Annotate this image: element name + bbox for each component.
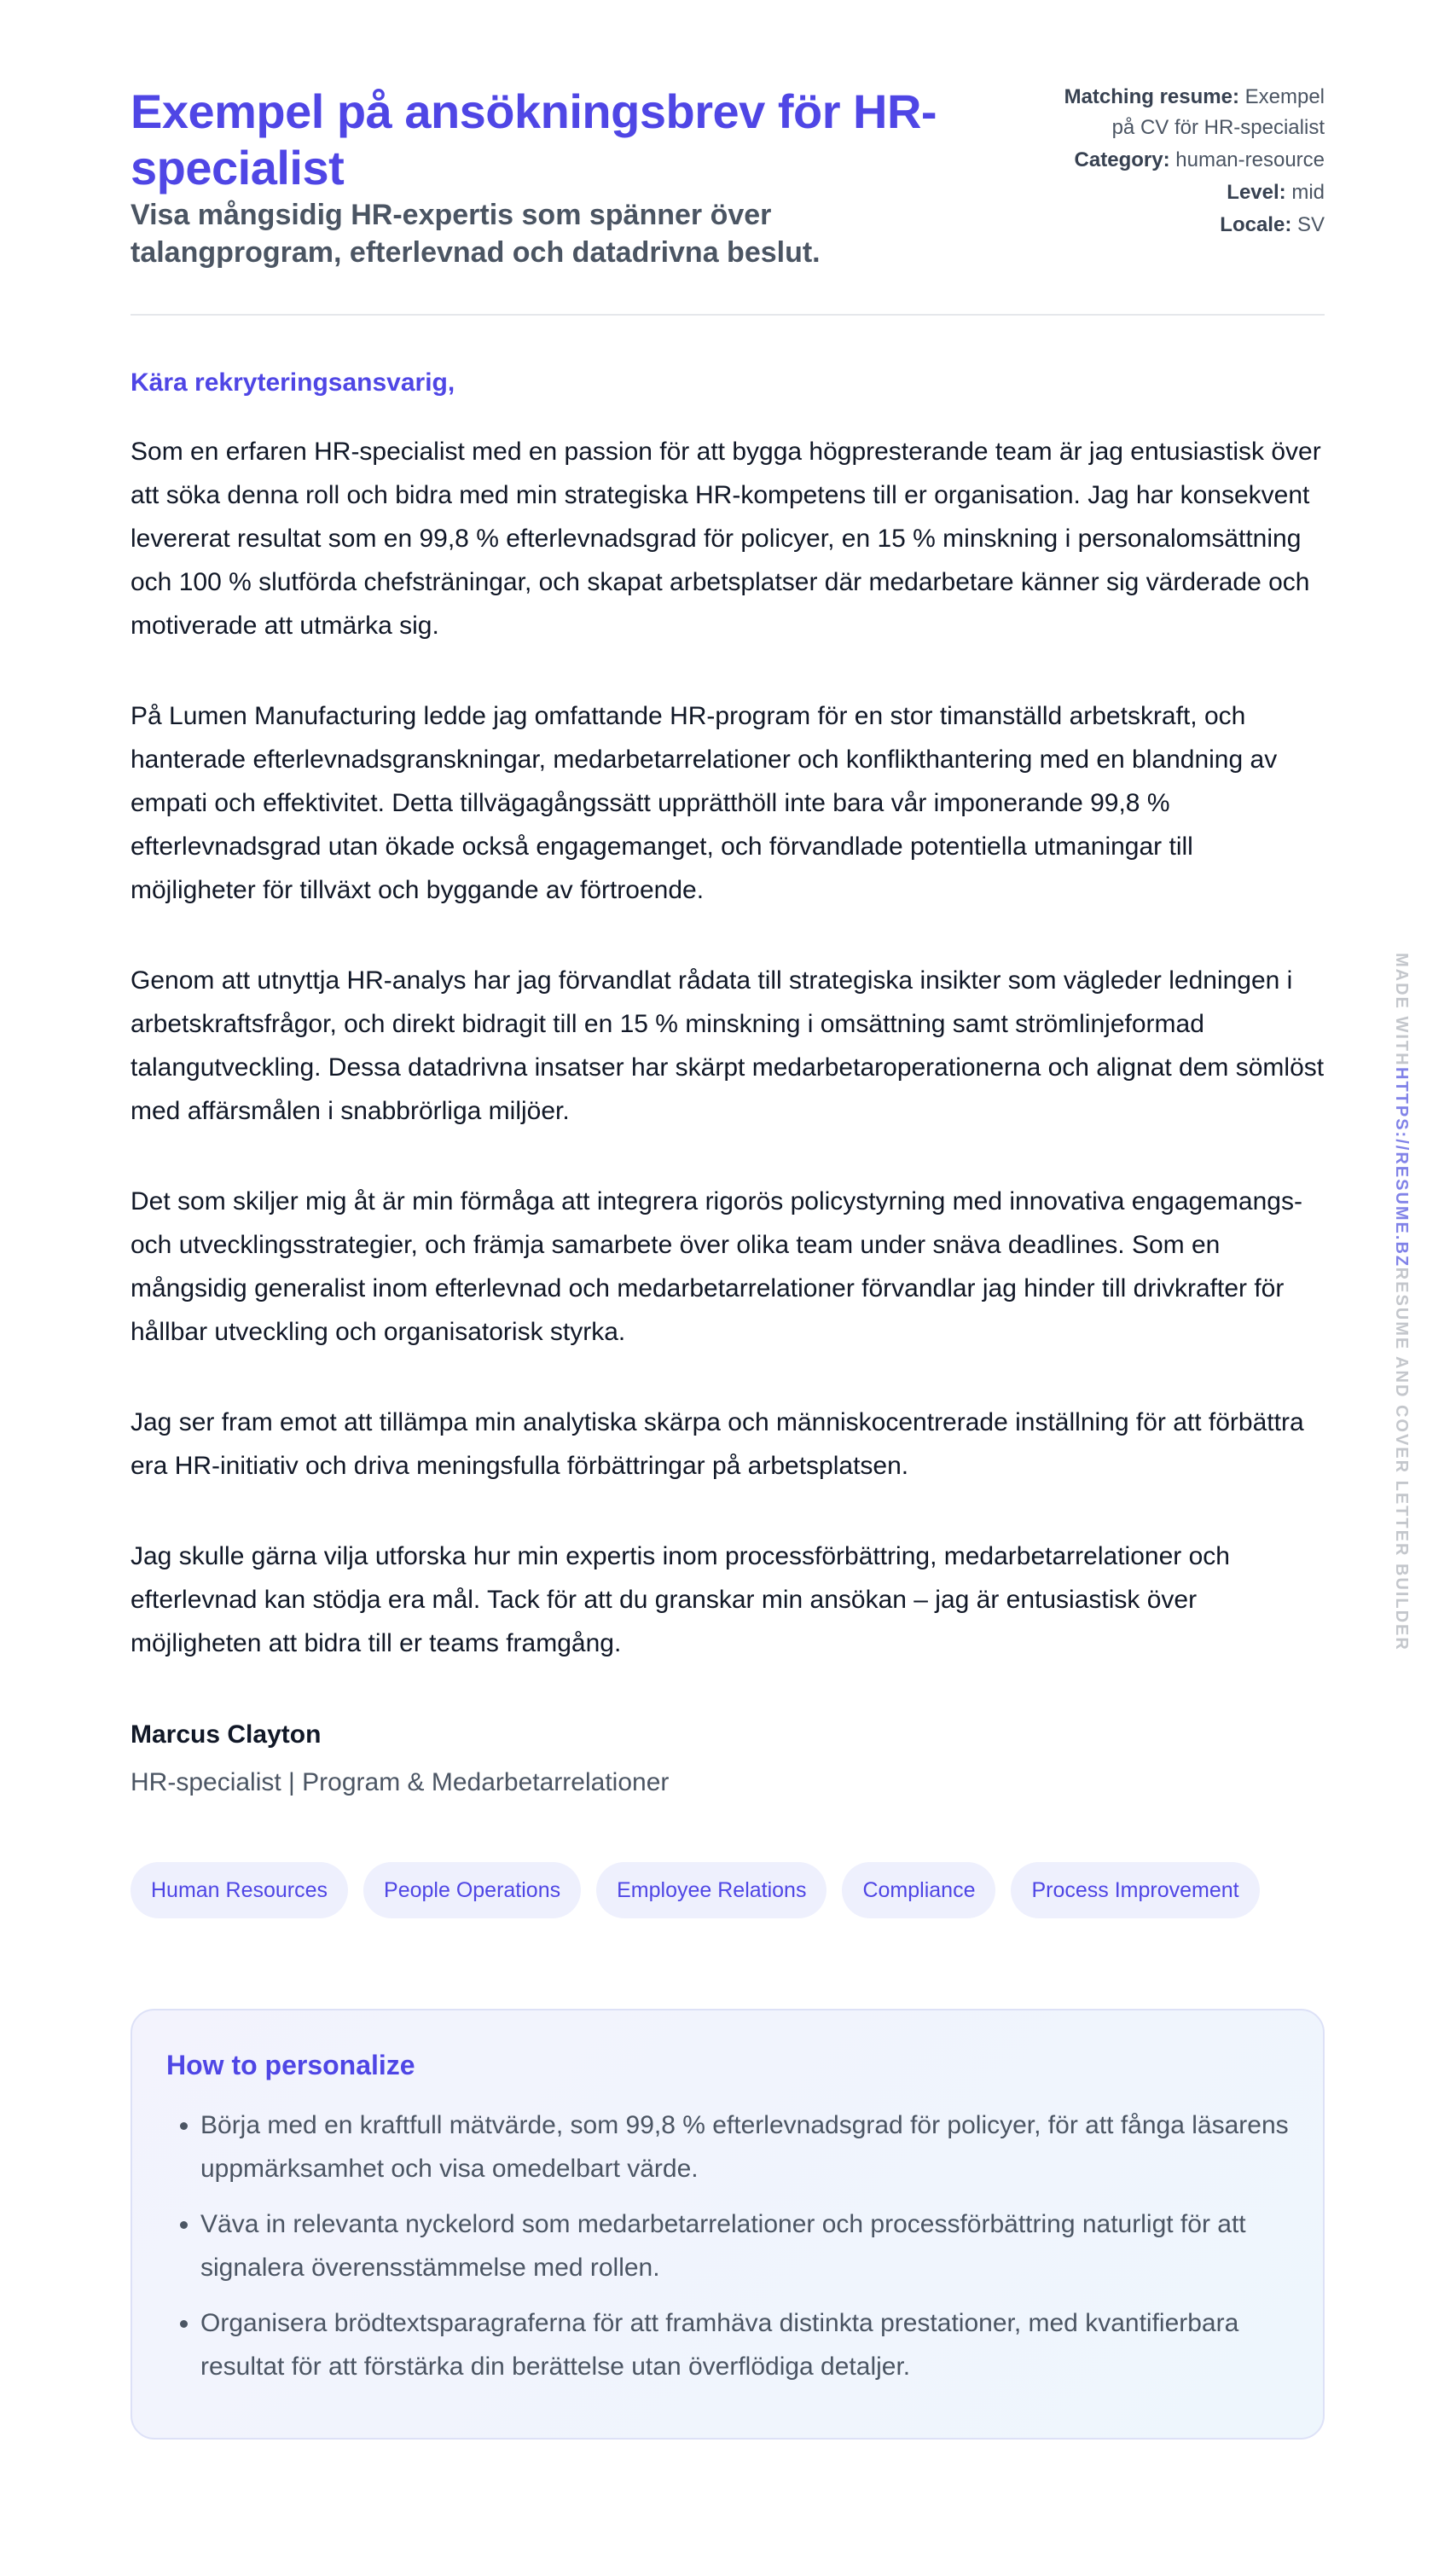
letter-paragraph: Som en erfaren HR-specialist med en passion för att bygga högpresterande team är jag entusiastisk över att söka denna roll och bidra med min strategiska HR-kompetens till er organisation. Jag har konsekvent levererat resultat som en 99,8 % efterlevnadsgrad för policyer, en 15 % minskning i personalomsättning och 100 % slutförda chefsträningar, och skapat arbetsplatser där medarbetare känner sig värderade och motiverade att utmärka sig. <box>130 438 1321 640</box>
meta-info <box>1043 82 1325 242</box>
letter-greeting: Kära rekryteringsansvarig, <box>130 368 455 397</box>
meta-value: Exempel på CV för HR-specialist <box>1111 85 1325 139</box>
personalize-list <box>166 2103 1289 2388</box>
meta-value: mid <box>1291 181 1325 204</box>
meta-label: Category: <box>1074 148 1170 171</box>
signer-name: Marcus Clayton <box>130 1720 322 1749</box>
meta-label: Matching resume: <box>1064 85 1239 108</box>
page-title: Exempel på ansökningsbrev för HR-specialist <box>130 84 937 194</box>
meta-label: Level: <box>1227 181 1286 204</box>
personalize-title: How to personalize <box>166 2050 415 2080</box>
letter-paragraph: Genom att utnyttja HR-analys har jag förvandlat rådata till strategiska insikter som vägleder ledningen i arbetskraftsfrågor, och direkt bidragit till en 15 % minskning i omsättning samt strömlinjeformad talangutveckling. Dessa datadrivna insatser har skärpt medarbetaroperationerna och alignat dem sömlöst med affärsmålen i snabbrörliga miljöer. <box>130 966 1325 1125</box>
meta-value: human-resource <box>1175 148 1325 171</box>
meta-category <box>1043 145 1325 176</box>
tag: Compliance <box>842 1862 995 1918</box>
page-subtitle: Visa mångsidig HR-expertis som spänner över talangprogram, efterlevnad och datadrivna beslut. <box>130 199 821 269</box>
watermark-prefix: MADE WITH <box>1392 953 1411 1067</box>
tag-list <box>130 1862 1325 1918</box>
tag: Human Resources <box>130 1862 348 1918</box>
watermark-suffix: RESUME AND COVER LETTER BUILDER <box>1392 1267 1411 1651</box>
letter-paragraph: Jag skulle gärna vilja utforska hur min expertis inom processförbättring, medarbetarrelationer och efterlevnad kan stödja era mål. Tack för att du granskar min ansökan – jag är entusiastisk över möjligheten att bidra till er teams framgång. <box>130 1542 1230 1657</box>
watermark <box>1377 953 1411 1652</box>
cover-letter-page <box>130 84 1325 2440</box>
personalize-item: • Börja med en kraftfull mätvärde, som 99,8 % efterlevnadsgrad för policyer, för att fånga läsarens uppmärksamhet och visa omedelbart värde. <box>200 2103 1289 2190</box>
letter-paragraph: Jag ser fram emot att tillämpa min analytiska skärpa och människocentrerade inställning för att förbättra era HR-initiativ och driva meningsfulla förbättringar på arbetsplatsen. <box>130 1408 1304 1480</box>
signer-role: HR-specialist | Program & Medarbetarrelationer <box>130 1768 670 1796</box>
meta-level <box>1043 177 1325 208</box>
meta-matching-resume <box>1043 82 1325 143</box>
personalize-item: • Organisera brödtextsparagraferna för att framhäva distinkta prestationer, med kvantifierbara resultat för att förstärka din berättelse utan överflödiga detaljer. <box>200 2301 1289 2388</box>
personalize-item: • Väva in relevanta nyckelord som medarbetarrelationer och processförbättring naturligt för att signalera överensstämmelse med rollen. <box>200 2202 1289 2289</box>
personalize-box <box>130 2009 1325 2440</box>
letter-paragraph: På Lumen Manufacturing ledde jag omfattande HR-program för en stor timanställd arbetskraft, och hanterade efterlevnadsgranskningar, medarbetarrelationer och konflikthantering med en blandning av empati och effektivitet. Detta tillvägagångssätt upprätthöll inte bara vår imponerande 99,8 % efterlevnadsgrad utan ökade också engagemanget, och förvandlade potentiella utmaningar till möjligheter för tillväxt och byggande av förtroende. <box>130 702 1278 904</box>
meta-label: Locale: <box>1220 213 1292 236</box>
letter-paragraph: Det som skiljer mig åt är min förmåga att integrera rigorös policystyrning med innovativa engagemangs- och utvecklingsstrategier, och främja samarbete över olika team under snäva deadlines. Som en mångsidig generalist inom efterlevnad och medarbetarrelationer förvandlar jag hinder till drivkrafter för hållbar utveckling och organisatorisk styrka. <box>130 1187 1302 1346</box>
meta-locale <box>1043 210 1325 241</box>
page-header <box>130 84 1325 316</box>
title-block <box>130 84 983 271</box>
watermark-link[interactable]: HTTPS://RESUME.BZ <box>1392 1066 1411 1268</box>
meta-value: SV <box>1296 213 1325 236</box>
tag: Process Improvement <box>1011 1862 1259 1918</box>
tag: People Operations <box>363 1862 581 1918</box>
tag: Employee Relations <box>596 1862 826 1918</box>
